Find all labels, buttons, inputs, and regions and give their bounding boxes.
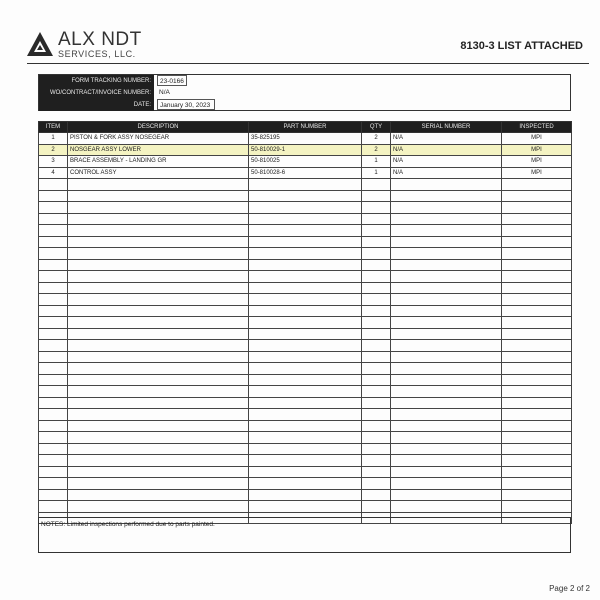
table-cell-empty	[249, 397, 362, 409]
table-cell-empty	[39, 317, 68, 329]
table-cell-empty	[39, 294, 68, 306]
table-cell-empty	[249, 443, 362, 455]
table-cell-empty	[249, 374, 362, 386]
table-row	[39, 133, 572, 145]
table-row	[39, 144, 572, 156]
col-header-inspected: INSPECTED	[502, 122, 572, 133]
table-cell-empty	[39, 248, 68, 260]
col-header-qty: QTY	[362, 122, 391, 133]
table-row-empty	[39, 190, 572, 202]
table-cell-empty	[68, 409, 249, 421]
document-title: 8130-3 LIST ATTACHED	[460, 40, 583, 52]
triangle-logo-icon	[27, 32, 53, 56]
tracking-row-form-number	[39, 75, 570, 87]
table-cell-empty	[502, 282, 572, 294]
table-cell-empty	[68, 466, 249, 478]
parts-table	[38, 121, 572, 524]
table-cell-empty	[68, 340, 249, 352]
table-cell-empty	[39, 432, 68, 444]
table-cell-empty	[249, 282, 362, 294]
table-cell-empty	[362, 259, 391, 271]
table-cell-empty	[391, 409, 502, 421]
cell-inspected: MPI	[502, 156, 572, 168]
table-cell-empty	[249, 340, 362, 352]
table-cell-empty	[68, 420, 249, 432]
table-row-empty	[39, 248, 572, 260]
date-value: January 30, 2023	[157, 99, 215, 110]
table-cell-empty	[68, 328, 249, 340]
table-cell-empty	[391, 386, 502, 398]
notes-box	[38, 517, 571, 553]
table-row-empty	[39, 317, 572, 329]
table-cell-empty	[362, 179, 391, 191]
table-cell-empty	[502, 259, 572, 271]
col-header-description: DESCRIPTION	[68, 122, 249, 133]
cell-description: BRACE ASSEMBLY - LANDING GR	[68, 156, 249, 168]
table-cell-empty	[249, 259, 362, 271]
cell-item: 3	[39, 156, 68, 168]
table-cell-empty	[249, 317, 362, 329]
cell-serial-number: N/A	[391, 133, 502, 145]
table-cell-empty	[362, 317, 391, 329]
table-cell-empty	[391, 478, 502, 490]
table-cell-empty	[502, 466, 572, 478]
table-row-empty	[39, 489, 572, 501]
cell-qty: 2	[362, 133, 391, 145]
table-cell-empty	[39, 489, 68, 501]
cell-part-number: 50-810025	[249, 156, 362, 168]
table-cell-empty	[362, 225, 391, 237]
table-cell-empty	[39, 271, 68, 283]
table-cell-empty	[502, 489, 572, 501]
table-cell-empty	[39, 190, 68, 202]
table-header-row	[39, 122, 572, 133]
notes-text: Limited inspections performed due to parts painted.	[67, 521, 215, 528]
table-cell-empty	[362, 466, 391, 478]
table-cell-empty	[391, 179, 502, 191]
table-cell-empty	[502, 236, 572, 248]
logo-name: ALX NDT	[58, 29, 142, 50]
table-cell-empty	[362, 282, 391, 294]
table-row-empty	[39, 202, 572, 214]
table-cell-empty	[362, 489, 391, 501]
table-cell-empty	[39, 397, 68, 409]
table-cell-empty	[68, 179, 249, 191]
table-cell-empty	[249, 213, 362, 225]
table-cell-empty	[362, 202, 391, 214]
table-cell-empty	[502, 202, 572, 214]
table-cell-empty	[502, 305, 572, 317]
table-cell-empty	[391, 282, 502, 294]
table-cell-empty	[249, 489, 362, 501]
table-cell-empty	[362, 190, 391, 202]
table-cell-empty	[362, 501, 391, 513]
table-cell-empty	[391, 305, 502, 317]
table-cell-empty	[502, 317, 572, 329]
table-row-empty	[39, 225, 572, 237]
table-cell-empty	[362, 213, 391, 225]
table-cell-empty	[502, 420, 572, 432]
cell-item: 4	[39, 167, 68, 179]
table-cell-empty	[502, 225, 572, 237]
table-row-empty	[39, 351, 572, 363]
tracking-label: DATE:	[39, 99, 154, 111]
table-row-empty	[39, 305, 572, 317]
table-cell-empty	[249, 248, 362, 260]
table-cell-empty	[362, 386, 391, 398]
table-cell-empty	[39, 328, 68, 340]
table-cell-empty	[249, 466, 362, 478]
table-cell-empty	[362, 443, 391, 455]
cell-description: CONTROL ASSY	[68, 167, 249, 179]
table-cell-empty	[502, 271, 572, 283]
table-cell-empty	[39, 340, 68, 352]
wo-contract-invoice-value: N/A	[159, 89, 170, 96]
table-row-empty	[39, 374, 572, 386]
table-cell-empty	[502, 397, 572, 409]
table-cell-empty	[391, 225, 502, 237]
table-row-empty	[39, 271, 572, 283]
table-row-empty	[39, 236, 572, 248]
tracking-row-date	[39, 99, 570, 111]
table-cell-empty	[68, 259, 249, 271]
table-cell-empty	[502, 351, 572, 363]
table-cell-empty	[39, 420, 68, 432]
table-cell-empty	[68, 351, 249, 363]
table-row-empty	[39, 340, 572, 352]
table-cell-empty	[362, 294, 391, 306]
table-cell-empty	[68, 489, 249, 501]
table-cell-empty	[39, 363, 68, 375]
table-cell-empty	[39, 213, 68, 225]
table-cell-empty	[39, 259, 68, 271]
table-cell-empty	[391, 190, 502, 202]
table-cell-empty	[502, 363, 572, 375]
table-cell-empty	[68, 213, 249, 225]
table-cell-empty	[362, 271, 391, 283]
table-cell-empty	[362, 340, 391, 352]
table-cell-empty	[391, 455, 502, 467]
company-logo	[27, 30, 147, 60]
table-cell-empty	[249, 420, 362, 432]
table-cell-empty	[249, 271, 362, 283]
table-cell-empty	[391, 248, 502, 260]
table-cell-empty	[249, 409, 362, 421]
table-cell-empty	[502, 328, 572, 340]
table-cell-empty	[68, 225, 249, 237]
table-cell-empty	[502, 248, 572, 260]
cell-serial-number: N/A	[391, 144, 502, 156]
cell-serial-number: N/A	[391, 156, 502, 168]
table-cell-empty	[39, 374, 68, 386]
tracking-label: WO/CONTRACT/INVOICE NUMBER:	[39, 87, 154, 99]
table-cell-empty	[391, 259, 502, 271]
table-cell-empty	[362, 305, 391, 317]
cell-serial-number: N/A	[391, 167, 502, 179]
form-tracking-number-value: 23-0166	[157, 75, 187, 86]
table-cell-empty	[502, 213, 572, 225]
table-cell-empty	[391, 432, 502, 444]
table-cell-empty	[249, 455, 362, 467]
table-cell-empty	[362, 420, 391, 432]
table-cell-empty	[391, 202, 502, 214]
table-cell-empty	[68, 432, 249, 444]
table-row-empty	[39, 466, 572, 478]
cell-part-number: 50-810028-6	[249, 167, 362, 179]
table-cell-empty	[502, 501, 572, 513]
table-cell-empty	[362, 409, 391, 421]
table-cell-empty	[249, 351, 362, 363]
table-cell-empty	[249, 202, 362, 214]
table-cell-empty	[391, 294, 502, 306]
table-row-empty	[39, 432, 572, 444]
table-cell-empty	[249, 305, 362, 317]
table-cell-empty	[68, 317, 249, 329]
table-cell-empty	[39, 305, 68, 317]
table-cell-empty	[249, 328, 362, 340]
table-row-empty	[39, 455, 572, 467]
col-header-item: ITEM	[39, 122, 68, 133]
table-row-empty	[39, 397, 572, 409]
table-cell-empty	[391, 363, 502, 375]
table-cell-empty	[39, 501, 68, 513]
table-cell-empty	[502, 374, 572, 386]
table-cell-empty	[362, 328, 391, 340]
table-row-empty	[39, 294, 572, 306]
table-cell-empty	[249, 236, 362, 248]
table-cell-empty	[39, 478, 68, 490]
table-cell-empty	[502, 443, 572, 455]
table-cell-empty	[362, 248, 391, 260]
table-cell-empty	[68, 501, 249, 513]
table-cell-empty	[249, 179, 362, 191]
tracking-box	[38, 74, 571, 111]
table-cell-empty	[39, 236, 68, 248]
table-cell-empty	[502, 340, 572, 352]
table-cell-empty	[249, 225, 362, 237]
table-cell-empty	[362, 363, 391, 375]
table-cell-empty	[249, 501, 362, 513]
table-cell-empty	[39, 202, 68, 214]
table-cell-empty	[39, 351, 68, 363]
table-cell-empty	[68, 386, 249, 398]
tracking-row-wo-number	[39, 87, 570, 99]
table-cell-empty	[68, 363, 249, 375]
logo-subtitle: SERVICES, LLC.	[58, 49, 136, 59]
col-header-serial-number: SERIAL NUMBER	[391, 122, 502, 133]
cell-part-number: 35-825195	[249, 133, 362, 145]
table-row-empty	[39, 282, 572, 294]
table-cell-empty	[249, 190, 362, 202]
header-divider	[27, 63, 589, 64]
table-cell-empty	[68, 374, 249, 386]
cell-description: NOSGEAR ASSY LOWER	[68, 144, 249, 156]
table-cell-empty	[391, 397, 502, 409]
cell-item: 2	[39, 144, 68, 156]
table-cell-empty	[502, 190, 572, 202]
table-cell-empty	[39, 409, 68, 421]
table-cell-empty	[362, 432, 391, 444]
table-cell-empty	[68, 443, 249, 455]
table-row-empty	[39, 363, 572, 375]
table-cell-empty	[391, 489, 502, 501]
table-row-empty	[39, 259, 572, 271]
table-cell-empty	[249, 294, 362, 306]
table-cell-empty	[68, 397, 249, 409]
cell-description: PISTON & FORK ASSY NOSEGEAR	[68, 133, 249, 145]
table-cell-empty	[39, 455, 68, 467]
cell-inspected: MPI	[502, 133, 572, 145]
table-cell-empty	[68, 478, 249, 490]
col-header-part-number: PART NUMBER	[249, 122, 362, 133]
table-cell-empty	[362, 374, 391, 386]
table-row-empty	[39, 420, 572, 432]
cell-qty: 2	[362, 144, 391, 156]
table-cell-empty	[502, 179, 572, 191]
table-cell-empty	[362, 478, 391, 490]
table-row	[39, 167, 572, 179]
table-cell-empty	[68, 236, 249, 248]
table-cell-empty	[391, 466, 502, 478]
table-cell-empty	[362, 236, 391, 248]
table-cell-empty	[502, 294, 572, 306]
table-cell-empty	[391, 317, 502, 329]
table-cell-empty	[362, 455, 391, 467]
table-cell-empty	[68, 248, 249, 260]
table-cell-empty	[249, 432, 362, 444]
cell-item: 1	[39, 133, 68, 145]
cell-part-number: 50-810029-1	[249, 144, 362, 156]
cell-inspected: MPI	[502, 167, 572, 179]
cell-inspected: MPI	[502, 144, 572, 156]
table-cell-empty	[391, 271, 502, 283]
table-cell-empty	[362, 397, 391, 409]
table-cell-empty	[391, 351, 502, 363]
table-cell-empty	[39, 282, 68, 294]
table-cell-empty	[39, 225, 68, 237]
table-cell-empty	[502, 386, 572, 398]
table-cell-empty	[39, 466, 68, 478]
table-cell-empty	[502, 409, 572, 421]
table-cell-empty	[249, 363, 362, 375]
table-cell-empty	[39, 443, 68, 455]
table-cell-empty	[68, 190, 249, 202]
table-cell-empty	[39, 386, 68, 398]
table-cell-empty	[502, 432, 572, 444]
table-row-empty	[39, 386, 572, 398]
table-cell-empty	[391, 420, 502, 432]
table-cell-empty	[391, 501, 502, 513]
table-cell-empty	[391, 328, 502, 340]
table-cell-empty	[68, 282, 249, 294]
table-cell-empty	[249, 386, 362, 398]
table-cell-empty	[68, 271, 249, 283]
table-cell-empty	[68, 294, 249, 306]
table-row-empty	[39, 478, 572, 490]
table-cell-empty	[391, 374, 502, 386]
table-cell-empty	[391, 340, 502, 352]
table-cell-empty	[39, 179, 68, 191]
table-cell-empty	[391, 443, 502, 455]
table-cell-empty	[391, 236, 502, 248]
table-row-empty	[39, 328, 572, 340]
table-cell-empty	[391, 213, 502, 225]
cell-qty: 1	[362, 156, 391, 168]
table-cell-empty	[68, 455, 249, 467]
tracking-label: FORM TRACKING NUMBER:	[39, 75, 154, 87]
notes-label: NOTES:	[41, 521, 66, 528]
table-cell-empty	[502, 455, 572, 467]
table-cell-empty	[249, 478, 362, 490]
table-row-empty	[39, 179, 572, 191]
table-cell-empty	[362, 351, 391, 363]
table-row-empty	[39, 213, 572, 225]
table-cell-empty	[68, 202, 249, 214]
cell-qty: 1	[362, 167, 391, 179]
table-row-empty	[39, 409, 572, 421]
table-row	[39, 156, 572, 168]
table-row-empty	[39, 443, 572, 455]
table-cell-empty	[502, 478, 572, 490]
table-cell-empty	[68, 305, 249, 317]
page-number: Page 2 of 2	[549, 584, 590, 593]
table-row-empty	[39, 501, 572, 513]
